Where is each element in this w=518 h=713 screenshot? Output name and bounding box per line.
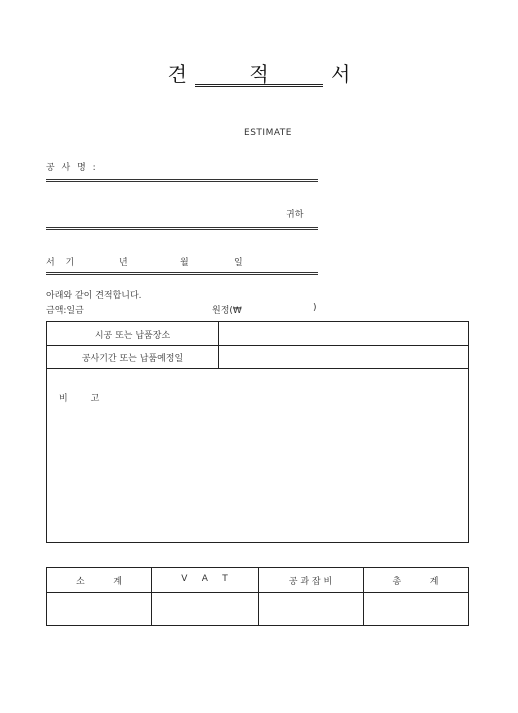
- info-table-col-divider: [218, 322, 219, 368]
- date-label: 서 기: [46, 258, 79, 268]
- title-underline: [195, 84, 323, 85]
- project-name-line: [46, 179, 318, 180]
- period-label: 공사기간 또는 납품예정일: [81, 354, 184, 364]
- amount-close: ): [313, 303, 317, 313]
- location-label: 시공 또는 납품장소: [94, 331, 171, 341]
- total-header: 총 계: [392, 577, 439, 587]
- amount-label: 금액:일금: [46, 306, 84, 316]
- project-name-label: 공 사 명 :: [46, 163, 98, 173]
- summary-table: [46, 567, 469, 626]
- info-table: [46, 321, 469, 543]
- date-line: [46, 272, 318, 273]
- vat-header: V A T: [181, 574, 228, 584]
- recipient-suffix: 귀하: [286, 210, 304, 220]
- info-table-divider-1: [47, 345, 468, 346]
- recipient-line-2: [46, 229, 318, 230]
- document-subtitle: ESTIMATE: [244, 128, 292, 138]
- title-underline-second: [195, 86, 323, 87]
- date-year: 년: [119, 258, 128, 268]
- date-month: 월: [180, 258, 189, 268]
- remarks-label: 비 고: [59, 394, 100, 404]
- recipient-line: [46, 227, 318, 228]
- amount-suffix: 원정(₩: [212, 306, 242, 316]
- date-day: 일: [234, 258, 243, 268]
- project-name-line-2: [46, 181, 318, 182]
- info-table-divider-2: [47, 368, 468, 369]
- estimate-statement: 아래와 같이 견적합니다.: [46, 291, 142, 301]
- date-line-2: [46, 274, 318, 275]
- misc-costs-header: 공 과 잡 비: [288, 577, 333, 587]
- document-title: 견 적 서: [167, 62, 379, 86]
- subtotal-header: 소 계: [76, 577, 122, 587]
